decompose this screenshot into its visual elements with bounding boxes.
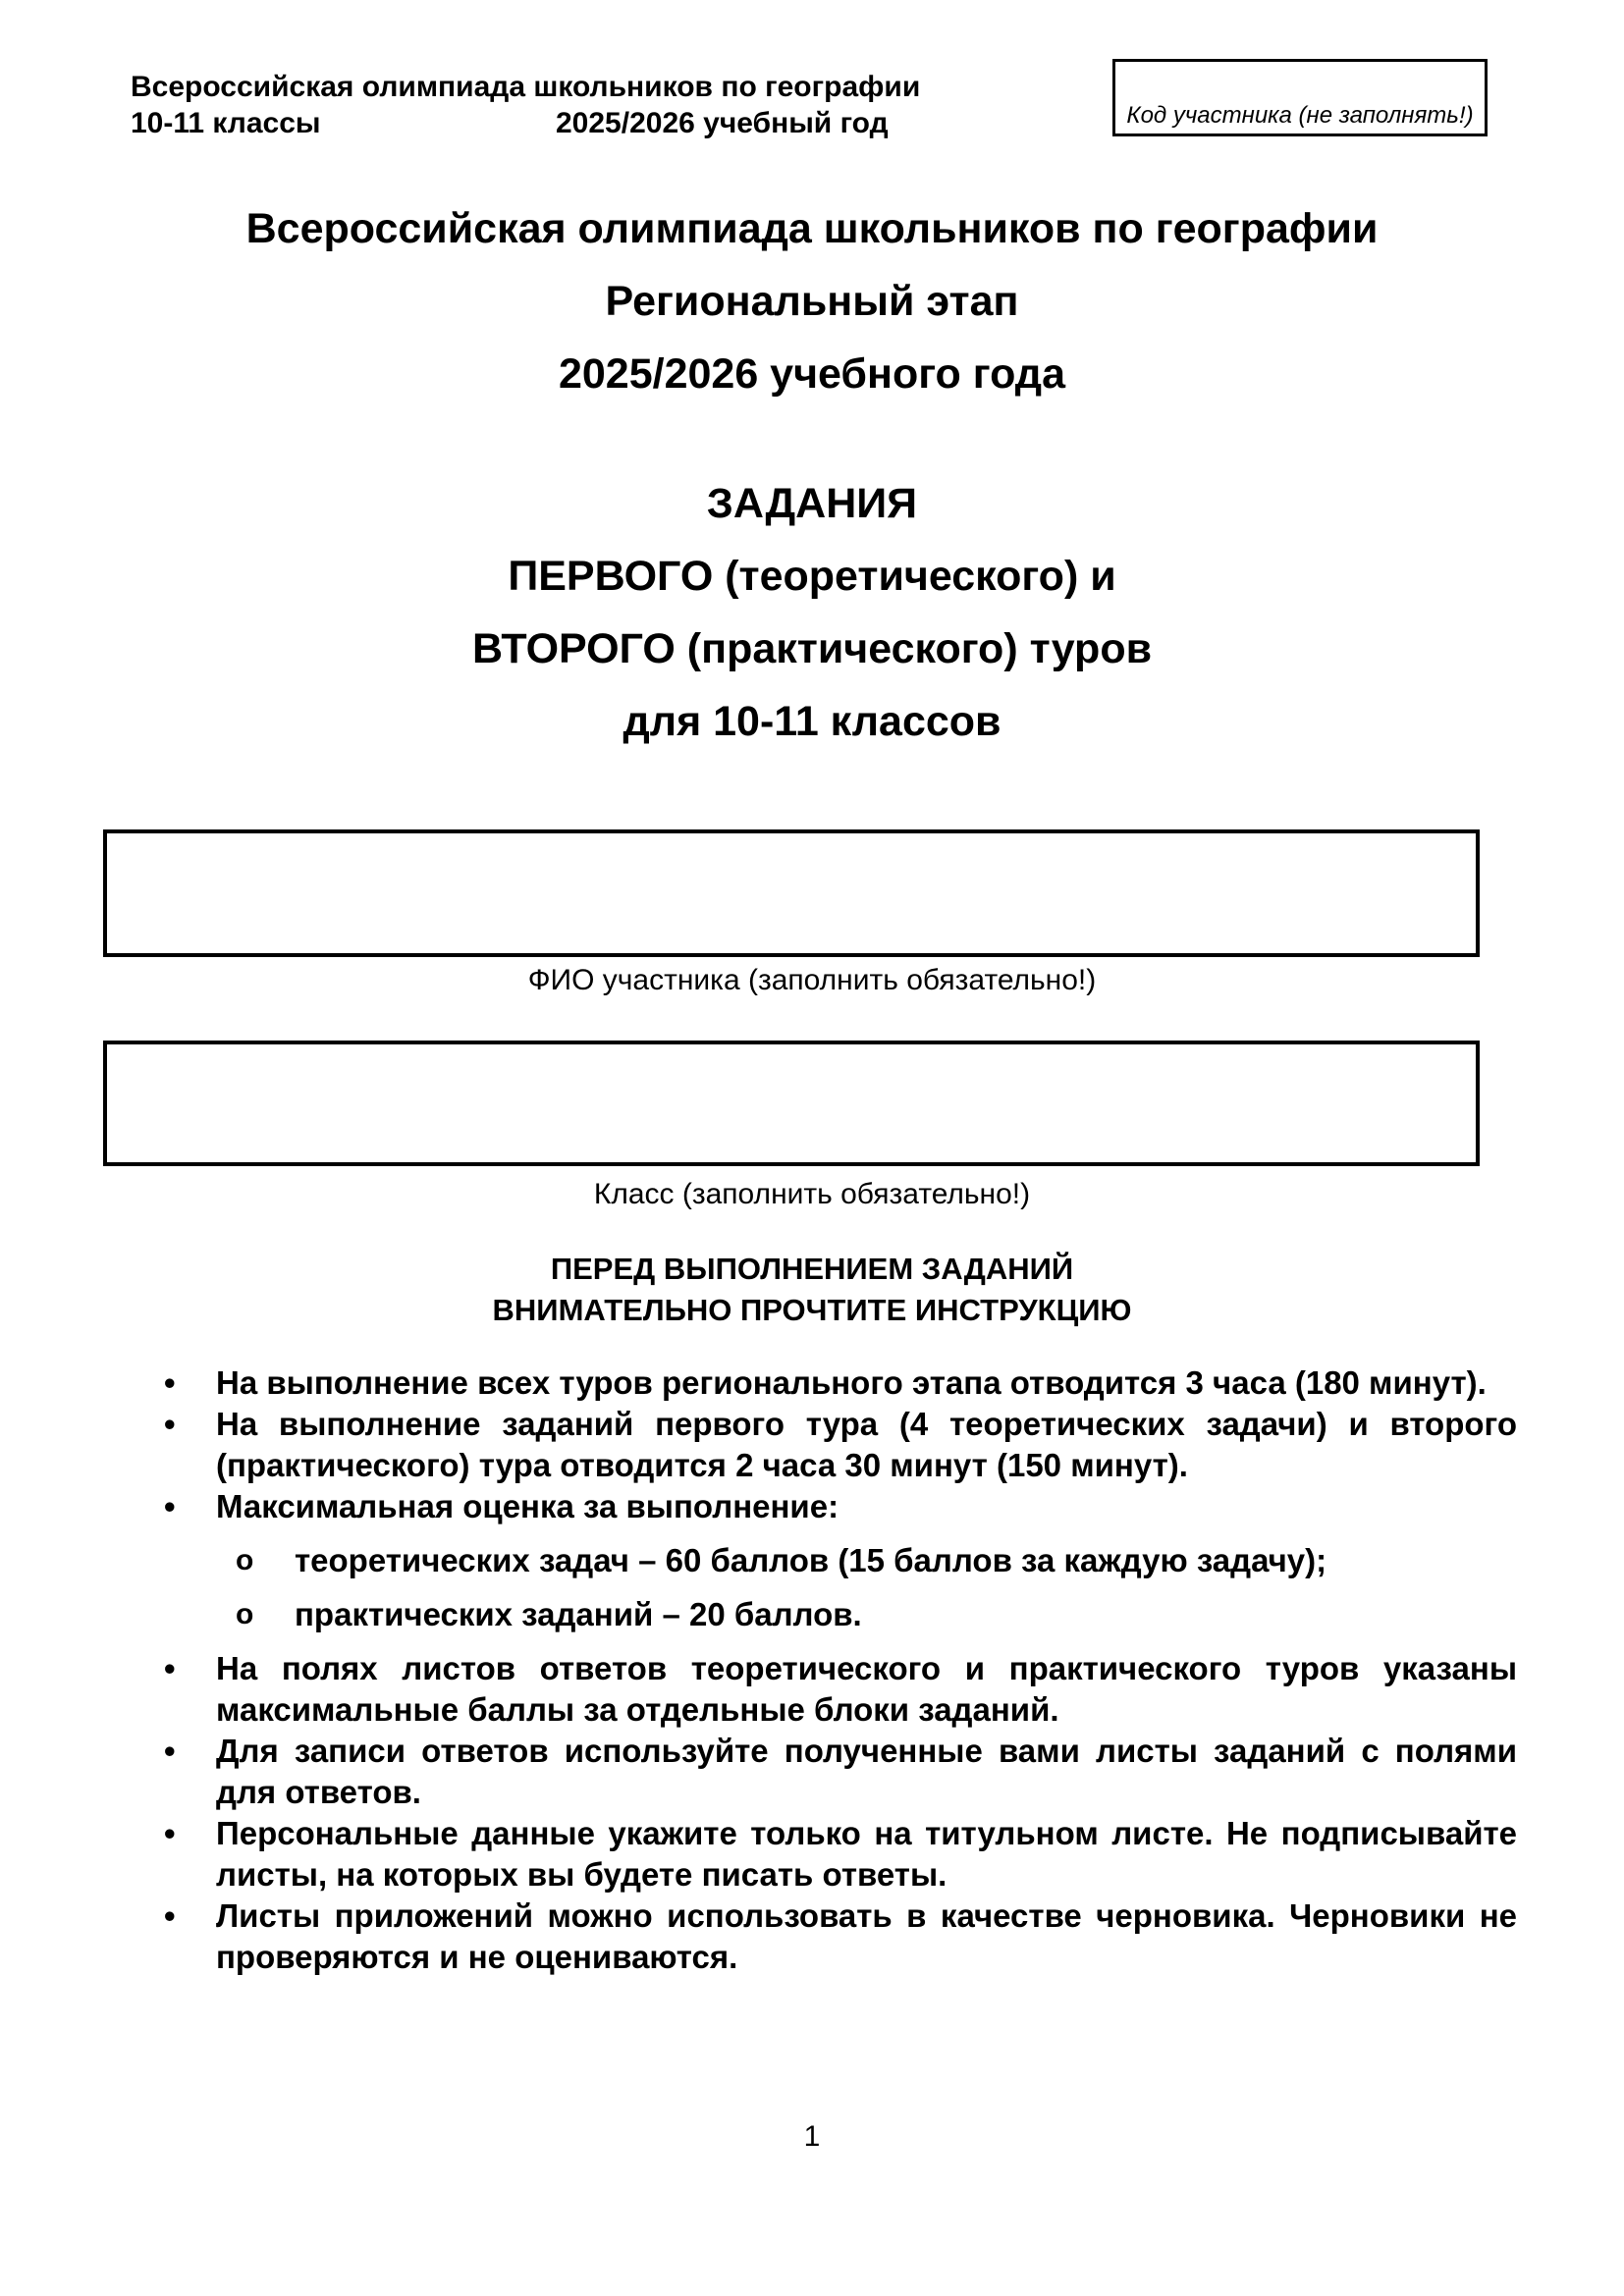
instruction-text: Листы приложений можно использовать в качестве черновика. Черновики не проверяются и не оцениваются. bbox=[216, 1897, 1517, 1975]
tasks-subtitle-line2: ПЕРВОГО (теоретического) и bbox=[508, 553, 1116, 600]
running-header-grades: 10-11 классы bbox=[131, 107, 321, 139]
main-title bbox=[0, 192, 1624, 410]
instruction-text: Максимальная оценка за выполнение: bbox=[216, 1488, 839, 1524]
bullet-marker-icon: • bbox=[164, 1815, 176, 1851]
class-caption: Класс (заполнить обязательно!) bbox=[593, 1178, 1031, 1210]
main-title-line1: Всероссийская олимпиада школьников по географии bbox=[245, 205, 1379, 252]
tasks-subtitle-line1: ЗАДАНИЯ bbox=[706, 480, 918, 527]
tasks-subtitle bbox=[0, 467, 1624, 758]
instruction-item bbox=[103, 1404, 1517, 1486]
instruction-text: На выполнение всех туров регионального этапа отводится 3 часа (180 минут). bbox=[216, 1364, 1487, 1401]
instructions-list bbox=[103, 1362, 1517, 1978]
instruction-text: практических заданий – 20 баллов. bbox=[295, 1596, 862, 1632]
bullet-marker-icon: • bbox=[164, 1488, 176, 1524]
bullet-marker-icon: • bbox=[164, 1650, 176, 1686]
instruction-text: На выполнение заданий первого тура (4 теоретических задачи) и второго (практического) тура отводится 2 часа 30 минут (150 минут). bbox=[216, 1406, 1517, 1483]
bullet-marker-icon: • bbox=[164, 1897, 176, 1934]
page-number: 1 bbox=[803, 2120, 821, 2153]
bullet-marker-icon: • bbox=[164, 1364, 176, 1401]
instruction-item bbox=[103, 1896, 1517, 1978]
instruction-item bbox=[103, 1362, 1517, 1404]
running-header-year: 2025/2026 учебный год bbox=[556, 107, 889, 139]
running-header bbox=[131, 69, 920, 141]
participant-code-box bbox=[1112, 59, 1488, 136]
circle-bullet-marker-icon: o bbox=[236, 1544, 254, 1576]
tasks-subtitle-line4: для 10-11 классов bbox=[623, 698, 1001, 745]
running-header-line2 bbox=[131, 105, 920, 141]
participant-code-label: Код участника (не заполнять!) bbox=[1126, 102, 1474, 129]
bullet-marker-icon: • bbox=[164, 1733, 176, 1769]
instruction-subitem bbox=[103, 1594, 1517, 1635]
instructions-heading-line1: ПЕРЕД ВЫПОЛНЕНИЕМ ЗАДАНИЙ bbox=[550, 1252, 1074, 1286]
instruction-item bbox=[103, 1648, 1517, 1731]
instruction-item bbox=[103, 1813, 1517, 1896]
class-input-box[interactable] bbox=[103, 1041, 1480, 1166]
main-title-line3: 2025/2026 учебного года bbox=[558, 350, 1066, 398]
instructions-heading bbox=[0, 1249, 1624, 1331]
instruction-text: Персональные данные укажите только на титульном листе. Не подписывайте листы, на которых вы будете писать ответы. bbox=[216, 1815, 1517, 1893]
instruction-item bbox=[103, 1486, 1517, 1527]
tasks-subtitle-line3: ВТОРОГО (практического) туров bbox=[471, 625, 1153, 672]
instruction-text: теоретических задач – 60 баллов (15 баллов за каждую задачу); bbox=[295, 1542, 1327, 1578]
instruction-text: На полях листов ответов теоретического и практического туров указаны максимальные баллы за отдельные блоки заданий. bbox=[216, 1650, 1517, 1728]
circle-bullet-marker-icon: o bbox=[236, 1598, 254, 1630]
instructions-heading-line2: ВНИМАТЕЛЬНО ПРОЧТИТЕ ИНСТРУКЦИЮ bbox=[492, 1293, 1132, 1327]
running-header-title: Всероссийская олимпиада школьников по географии bbox=[131, 71, 921, 103]
instruction-text: Для записи ответов используйте полученные вами листы заданий с полями для ответов. bbox=[216, 1733, 1517, 1810]
bullet-marker-icon: • bbox=[164, 1406, 176, 1442]
instruction-subitem bbox=[103, 1540, 1517, 1581]
fio-input-box[interactable] bbox=[103, 829, 1480, 957]
fio-caption: ФИО участника (заполнить обязательно!) bbox=[527, 964, 1097, 996]
instruction-item bbox=[103, 1731, 1517, 1813]
main-title-line2: Региональный этап bbox=[605, 278, 1019, 325]
